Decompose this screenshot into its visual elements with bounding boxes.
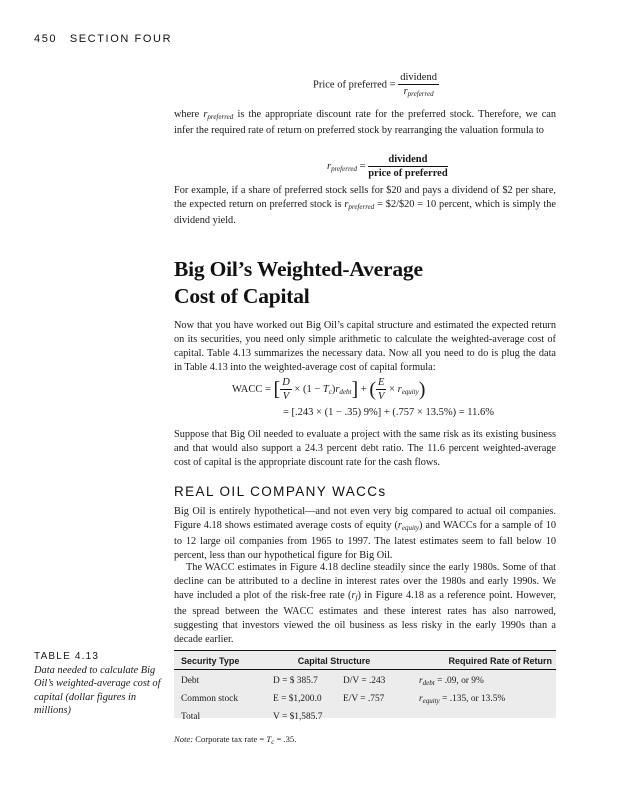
fraction-denominator: price of preferred — [368, 168, 448, 179]
table-cell: D = $ 385.7 D/V = .243 — [273, 676, 386, 686]
table-cell: Total — [181, 712, 201, 722]
table-cell: E = $1,200.0 E/V = .757 — [273, 694, 385, 704]
table-cell: Debt — [181, 676, 200, 686]
paragraph-wacc-intro: Now that you have worked out Big Oil’s capital structure and estimated the expected return on its securities, you need only simple arithmetic to calculate the weighted-average cost of capital. Table 4.13 summarizes the necessary data. Now all you need to do is plug the data in Table 4.13 into the weighted-average cost of capital formula: — [174, 320, 556, 374]
equation-fraction — [368, 154, 448, 179]
equation-lhs: Price of preferred = — [313, 79, 396, 91]
column-header: Capital Structure — [273, 650, 395, 670]
table-caption — [34, 651, 164, 717]
equation-wacc-result: = [.243 × (1 − .35) 9%] + (.757 × 13.5%) = 11.6% — [283, 407, 494, 418]
table-cell: Common stock — [181, 694, 239, 704]
fraction-d-over-v: $\frac{D}{V}$ — [282, 377, 290, 402]
paragraph-hypothetical: Big Oil is entirely hypothetical—and not even very big compared to actual oil companies. Figure 4.18 shows estimated average costs of equity $(r_{equity})$ and WACCs for a sample of 10 to 12 large oil companies from 1965 to 1997. The latest estimates seem to fall below 10 percent, less than our hypothetical figure for Big Oil. — [174, 506, 556, 562]
table-row — [174, 670, 556, 692]
fraction-numerator: dividend — [368, 154, 448, 167]
section-title: SECTION FOUR — [69, 33, 173, 45]
paragraph-example: For example, if a share of preferred stock sells for $20 and pays a dividend of $2 per share, the expected return on preferred stock is $r_{preferred}$ = $2/$20 = 10 percent, which is simply the dividend yield. — [174, 185, 556, 227]
fraction-e-over-v: $\frac{E}{V}$ — [378, 377, 385, 402]
column-header: Required Rate of Return — [395, 650, 556, 670]
page-number: 450 — [34, 33, 58, 45]
table-label: TABLE 4.13 — [34, 651, 100, 662]
running-head — [34, 33, 172, 45]
equation-wacc: WACC = [ $\frac{D}{V}$ × $(1 - T_c)r_{debt}$] + ( $\frac{E}{V}$ × $r_{equity}$) — [232, 377, 426, 402]
equation-required-return-preferred: $r_{preferred}$ = $\frac{\text{dividend}}{\text{price of preferred}}$ — [327, 154, 448, 179]
table-cell: V = $1,585.7 — [273, 712, 323, 722]
equation-price-of-preferred — [313, 72, 439, 98]
data-table — [174, 650, 556, 725]
wacc-label: WACC = — [232, 383, 271, 395]
table-cell: $r_{debt} = .09$, or 9% — [419, 676, 484, 687]
heading-line-1: Big Oil’s Weighted-Average — [174, 257, 423, 281]
paragraph-discount-rate: where $r_{preferred}$ is the appropriate discount rate for the preferred stock. Therefore, we can infer the required rate of return on preferred stock by rearranging the valuation formula to — [174, 109, 556, 137]
table-note: Note: Corporate tax rate = $T_c = .35$. — [174, 734, 297, 746]
table-cell — [395, 709, 556, 725]
heading-line-2: Cost of Capital — [174, 284, 310, 308]
subheading-real-oil: REAL OIL COMPANY WACCs — [174, 484, 387, 499]
section-heading — [174, 256, 423, 310]
table-row — [174, 691, 556, 709]
fraction-denominator: $r_{preferred}$ — [403, 86, 434, 98]
fraction-numerator: dividend — [400, 72, 437, 83]
column-header: Security Type — [174, 650, 273, 670]
table-description: Data needed to calculate Big Oil’s weighted-average cost of capital (dollar figures in millions) — [34, 665, 161, 716]
paragraph-project-evaluation: Suppose that Big Oil needed to evaluate a project with the same risk as its existing business and that would also support a 24.3 percent debt ratio. The 11.6 percent weighted-average cost of capital is the appropriate discount rate for the cash flows. — [174, 429, 556, 469]
table-cell: $r_{equity} = .135$, or 13.5% — [419, 694, 506, 705]
table-header-row — [174, 650, 556, 670]
equation-fraction — [398, 72, 439, 98]
paragraph-wacc-decline: The WACC estimates in Figure 4.18 decline steadily since the early 1980s. Some of that decline can be attributed to a decline in interest rates over the 1980s and early 1990s. We have included a plot of the risk-free rate $(r_f)$ in Figure 4.18 as a reference point. However, the spread between the WACC estimates and these interest rates has also narrowed, suggesting that investors viewed the oil business as less risky in the early 1990s than a decade earlier. — [174, 562, 557, 646]
table-row — [174, 709, 556, 725]
